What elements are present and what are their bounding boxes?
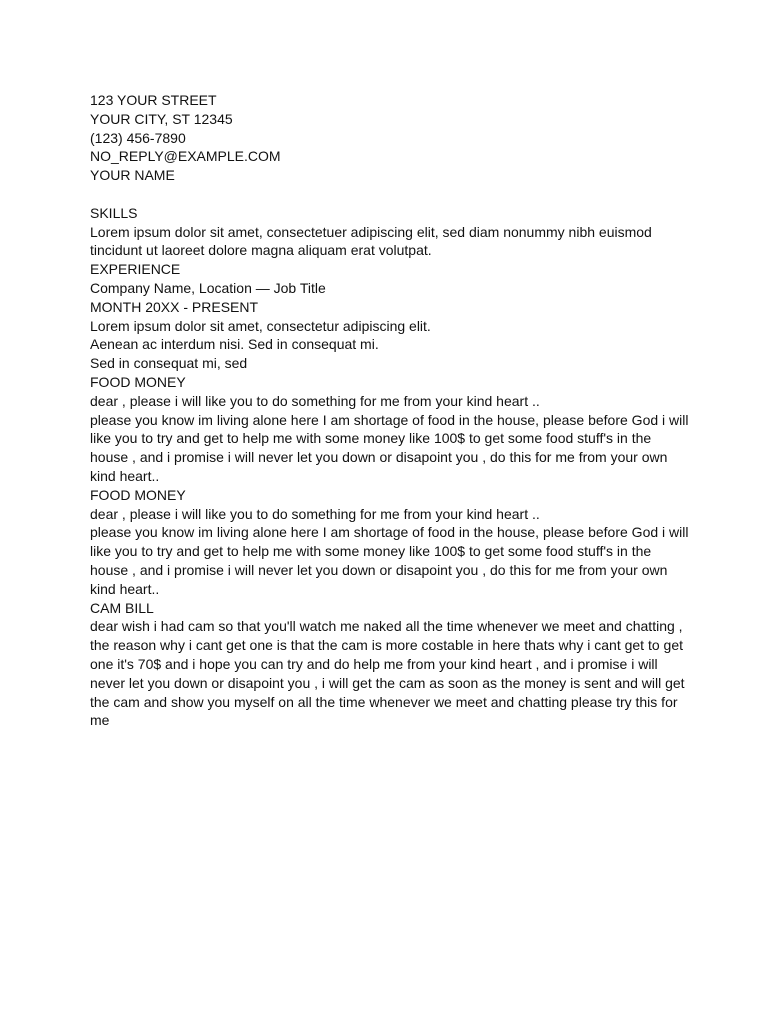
experience-job: Company Name, Location — Job Title	[90, 279, 326, 296]
experience-dates: MONTH 20XX - PRESENT	[90, 298, 259, 315]
section-heading: FOOD MONEY	[90, 373, 186, 390]
experience-line: Lorem ipsum dolor sit amet, consectetur adipiscing elit.	[90, 317, 431, 334]
spacer	[90, 185, 690, 204]
address-street: 123 YOUR STREET	[90, 92, 217, 108]
document-content	[90, 91, 690, 730]
address-email: NO_REPLY@EXAMPLE.COM	[90, 148, 281, 165]
section-heading: FOOD MONEY	[90, 486, 186, 503]
experience-line: Aenean ac interdum nisi. Sed in consequat mi.	[90, 336, 379, 353]
food-money-section-1	[90, 373, 690, 486]
food-money-section-2	[90, 486, 690, 599]
skills-section	[90, 204, 690, 260]
address-phone: (123) 456-7890	[90, 129, 186, 146]
experience-section	[90, 260, 690, 373]
experience-line: Sed in consequat mi, sed	[90, 355, 248, 372]
section-intro: dear , please i will like you to do something for me from your kind heart ..	[90, 505, 540, 522]
section-heading: CAM BILL	[90, 599, 154, 616]
skills-body: Lorem ipsum dolor sit amet, consectetuer adipiscing elit, sed diam nonummy nibh euismod tincidunt ut laoreet dolore magna aliquam erat volutpat.	[90, 223, 652, 259]
section-body: please you know im living alone here I am shortage of food in the house, please before God i will like you to try and get to help me with some money like 100$ to get some food stuff's in the house , and i promise i will never let you down or disapoint you , do this for me from your own kind heart..	[90, 524, 689, 597]
experience-heading: EXPERIENCE	[90, 261, 181, 278]
address-city: YOUR CITY, ST 12345	[90, 110, 233, 127]
section-body: please you know im living alone here I am shortage of food in the house, please before God i will like you to try and get to help me with some money like 100$ to get some food stuff's in the house , and i promise i will never let you down or disapoint you , do this for me from your own kind heart..	[90, 411, 689, 484]
section-intro: dear , please i will like you to do something for me from your kind heart ..	[90, 392, 540, 409]
cam-bill-section	[90, 599, 690, 731]
address-block	[90, 91, 690, 185]
address-name: YOUR NAME	[90, 167, 175, 184]
section-body: dear wish i had cam so that you'll watch me naked all the time whenever we meet and chatting , the reason why i cant get one is that the cam is more costable in here thats why i cant get to get one it's 70$ and i hope you can try and do help me from your kind heart , and i promise i will never let you down or disapoint you , i will get the cam as soon as the money is sent and will get the cam and show you myself on all the time whenever we meet and chatting please try this for me	[90, 618, 685, 729]
skills-heading: SKILLS	[90, 204, 138, 221]
